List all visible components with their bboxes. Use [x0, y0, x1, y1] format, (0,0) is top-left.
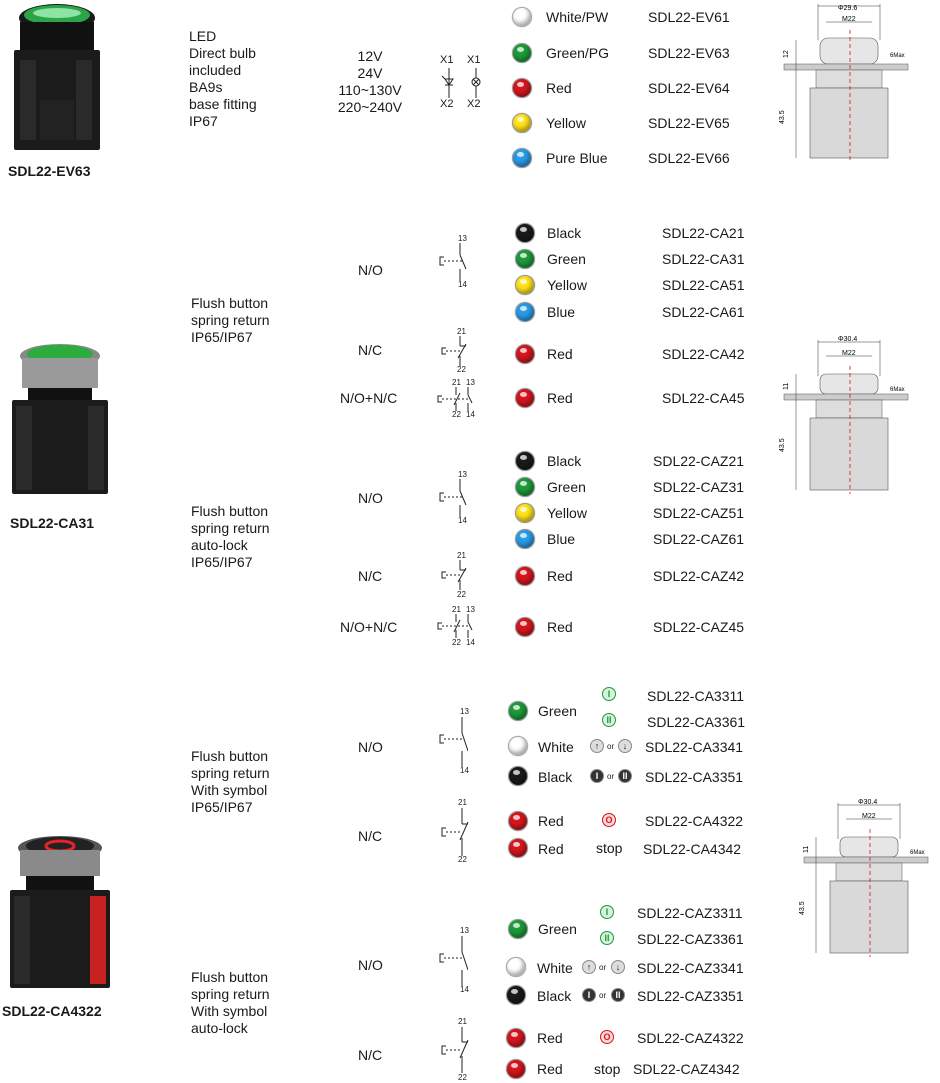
terminal-label: 13	[466, 605, 475, 614]
color-dot-red	[508, 838, 528, 858]
color-dot-red	[512, 78, 532, 98]
color-dot-yellow	[515, 503, 535, 523]
color-label: Green	[547, 479, 586, 495]
model-number: SDL22-CAZ4342	[633, 1061, 740, 1077]
product-name: SDL22-CA31	[10, 515, 95, 531]
color-dot-red	[515, 566, 535, 586]
color-dot-green	[515, 477, 535, 497]
no-contact-symbol	[438, 717, 468, 767]
arrow-down-icon: ↓	[618, 739, 632, 753]
dimension-drawing	[770, 332, 920, 500]
stop-symbol-text: stop	[596, 840, 623, 856]
color-label: Red	[537, 1030, 563, 1046]
product-photo-ev63	[10, 0, 105, 155]
nc-contact-symbol	[440, 336, 470, 366]
terminal-label: 22	[458, 1073, 467, 1082]
terminal-label: 14	[466, 638, 475, 647]
contact-type: N/C	[358, 342, 383, 358]
terminal-label: 22	[457, 365, 466, 374]
voltage: 220~240V	[337, 99, 403, 115]
color-label: Black	[547, 225, 582, 241]
or-text: or	[607, 742, 615, 751]
desc-line: auto-lock	[191, 537, 248, 553]
terminal-label: 22	[452, 410, 461, 419]
label-x2: X2	[467, 98, 481, 110]
dim-max: 6Max	[910, 850, 925, 856]
desc-line: Flush button	[191, 295, 269, 311]
terminal-label: 22	[458, 855, 467, 864]
desc-line: spring return	[191, 765, 270, 781]
contact-type: N/C	[358, 828, 383, 844]
desc-line: With symbol	[191, 1003, 268, 1019]
symbol-ii-icon: II	[602, 713, 616, 727]
label-x1: X1	[467, 54, 481, 66]
terminal-label: 13	[460, 707, 469, 716]
color-dot-red	[515, 617, 535, 637]
color-dot-green	[508, 701, 528, 721]
model-number: SDL22-CA45	[662, 390, 745, 406]
model-number: SDL22-CAZ45	[653, 619, 745, 635]
arrow-up-icon: ↑	[590, 739, 604, 753]
dim-body-height: 43.5	[779, 438, 786, 452]
model-number: SDL22-CA42	[662, 346, 745, 362]
no-contact-symbol	[438, 936, 468, 986]
model-number: SDL22-CA21	[662, 225, 745, 241]
desc-line: IP65/IP67	[191, 554, 253, 570]
color-dot-yellow	[512, 113, 532, 133]
color-label: Green	[538, 921, 577, 937]
color-dot-red	[506, 1059, 526, 1079]
desc-line: BA9s	[189, 79, 223, 95]
terminal-label: 13	[458, 470, 467, 479]
symbol-o-icon: O	[602, 813, 616, 827]
description-auto-lock	[191, 503, 270, 571]
product-photo-ca31	[8, 340, 113, 498]
color-dot-green	[508, 919, 528, 939]
label-x1: X1	[440, 54, 454, 66]
model-number: SDL22-CA3341	[645, 739, 744, 755]
dim-m22: M22	[862, 813, 876, 820]
color-label: Yellow	[547, 277, 587, 293]
voltage: 24V	[357, 65, 383, 81]
product-photo-ca4322	[6, 832, 114, 992]
model-number: SDL22-CAZ51	[653, 505, 745, 521]
color-label: Red	[547, 346, 573, 362]
contact-type: N/O	[358, 739, 383, 755]
dim-diameter: Φ30.4	[858, 799, 878, 806]
symbol-ii-dark-icon: II	[618, 769, 632, 783]
terminal-label: 14	[460, 766, 469, 775]
color-label: Black	[547, 453, 582, 469]
terminal-label: 14	[460, 985, 469, 994]
or-text: or	[607, 772, 615, 781]
desc-line: spring return	[191, 520, 270, 536]
symbol-ii-dark-icon: II	[611, 988, 625, 1002]
dim-diameter: Φ29.6	[838, 5, 858, 12]
desc-line: included	[189, 62, 242, 78]
dim-top-height: 11	[783, 382, 790, 390]
dimension-drawing	[790, 795, 940, 963]
nc-contact-symbol	[440, 560, 470, 590]
arrow-up-icon: ↑	[582, 960, 596, 974]
model-number: SDL22-EV65	[648, 115, 730, 131]
model-number: SDL22-EV64	[648, 80, 730, 96]
color-dot-red	[506, 1028, 526, 1048]
nc-contact-symbol	[440, 1027, 470, 1073]
dim-max: 6Max	[890, 53, 905, 59]
terminal-label: 14	[458, 280, 467, 289]
color-dot-black	[515, 223, 535, 243]
color-dot-blue	[512, 148, 532, 168]
desc-line: spring return	[191, 986, 270, 1002]
color-label: Red	[547, 568, 573, 584]
dim-top-height: 12	[783, 50, 790, 58]
model-number: SDL22-CA3351	[645, 769, 744, 785]
voltage: 110~130V	[338, 82, 402, 98]
terminal-label: 14	[458, 516, 467, 525]
color-label: Green	[547, 251, 586, 267]
terminal-label: 21	[458, 798, 467, 807]
color-label: Red	[546, 80, 572, 96]
no-contact-symbol	[438, 479, 468, 517]
dim-body-height: 43.5	[799, 901, 806, 915]
or-text: or	[599, 963, 607, 972]
desc-line: IP65/IP67	[191, 799, 253, 815]
color-dot-white	[512, 7, 532, 27]
model-number: SDL22-CAZ61	[653, 531, 745, 547]
symbol-ii-icon: II	[600, 931, 614, 945]
model-number: SDL22-CAZ3361	[637, 931, 744, 947]
color-dot-black	[506, 985, 526, 1005]
color-label: Green/PG	[546, 45, 610, 61]
color-label: Yellow	[546, 115, 586, 131]
model-number: SDL22-CA61	[662, 304, 745, 320]
no-nc-contact-symbol	[436, 614, 476, 638]
color-label: Red	[547, 619, 573, 635]
color-dot-red	[515, 344, 535, 364]
voltages	[334, 48, 406, 116]
dim-max: 6Max	[890, 387, 905, 393]
nc-contact-symbol	[440, 808, 470, 856]
model-number: SDL22-CA4322	[645, 813, 744, 829]
desc-line: Flush button	[191, 969, 269, 985]
dimension-drawing	[770, 0, 920, 168]
voltage: 12V	[357, 48, 383, 64]
model-number: SDL22-CAZ31	[653, 479, 745, 495]
color-label: Green	[538, 703, 577, 719]
color-label: Blue	[547, 531, 576, 547]
symbol-i-dark-icon: I	[582, 988, 596, 1002]
terminal-label: 13	[458, 234, 467, 243]
terminal-label: 13	[460, 926, 469, 935]
color-dot-white	[506, 957, 526, 977]
color-label: Red	[538, 841, 564, 857]
symbol-i-icon: I	[602, 687, 616, 701]
terminal-label: 22	[457, 590, 466, 599]
desc-line: base fitting	[189, 96, 257, 112]
terminal-label: 14	[466, 410, 475, 419]
dim-m22: M22	[842, 16, 856, 23]
no-nc-contact-symbol	[436, 387, 476, 411]
model-number: SDL22-CA31	[662, 251, 745, 267]
contact-type: N/C	[358, 1047, 383, 1063]
color-label: Black	[537, 988, 572, 1004]
description-spring-return	[191, 295, 270, 346]
symbol-i-dark-icon: I	[590, 769, 604, 783]
contact-type: N/O	[358, 262, 383, 278]
model-number: SDL22-CA4342	[643, 841, 742, 857]
no-contact-symbol	[438, 243, 468, 281]
terminal-label: 21	[458, 1017, 467, 1026]
color-label: White	[537, 960, 573, 976]
desc-line: With symbol	[191, 782, 268, 798]
product-name: SDL22-EV63	[8, 163, 91, 179]
contact-type: N/O	[358, 490, 383, 506]
terminal-label: 21	[457, 551, 466, 560]
terminal-label: 21	[457, 327, 466, 336]
color-dot-white	[508, 736, 528, 756]
color-label: Red	[547, 390, 573, 406]
stop-symbol-text: stop	[594, 1061, 621, 1077]
contact-type: N/O+N/C	[340, 619, 398, 635]
color-dot-green	[512, 43, 532, 63]
model-number: SDL22-CAZ21	[653, 453, 745, 469]
description-spring-return	[191, 748, 270, 816]
color-label: Red	[538, 813, 564, 829]
model-number: SDL22-EV66	[648, 150, 730, 166]
desc-line: Direct bulb	[189, 45, 256, 61]
desc-line: LED	[189, 28, 217, 44]
contact-type: N/O+N/C	[340, 390, 398, 406]
desc-line: IP67	[189, 113, 218, 129]
color-dot-black	[515, 451, 535, 471]
color-label: White/PW	[546, 9, 609, 25]
or-text: or	[599, 991, 607, 1000]
model-number: SDL22-CAZ4322	[637, 1030, 744, 1046]
color-label: Black	[538, 769, 573, 785]
contact-type: N/C	[358, 568, 383, 584]
model-number: SDL22-CAZ42	[653, 568, 745, 584]
desc-line: Flush button	[191, 503, 269, 519]
desc-line: IP65/IP67	[191, 329, 253, 345]
arrow-down-icon: ↓	[611, 960, 625, 974]
color-dot-blue	[515, 302, 535, 322]
color-label: White	[538, 739, 574, 755]
desc-line: spring return	[191, 312, 270, 328]
terminal-label: 22	[452, 638, 461, 647]
model-number: SDL22-CAZ3341	[637, 960, 744, 976]
color-dot-red	[515, 388, 535, 408]
description	[189, 28, 257, 130]
model-number: SDL22-CA3361	[647, 714, 746, 730]
symbol-o-icon: O	[600, 1030, 614, 1044]
model-number: SDL22-CAZ3311	[637, 905, 743, 921]
terminal-label: 13	[466, 378, 475, 387]
model-number: SDL22-CA51	[662, 277, 745, 293]
color-dot-green	[515, 249, 535, 269]
terminal-label: 21	[452, 378, 461, 387]
color-label: Pure Blue	[546, 150, 608, 166]
dim-diameter: Φ30.4	[838, 336, 858, 343]
symbol-i-icon: I	[600, 905, 614, 919]
model-number: SDL22-EV63	[648, 45, 730, 61]
dim-body-height: 43.5	[779, 110, 786, 124]
model-number: SDL22-EV61	[648, 9, 730, 25]
desc-line: auto-lock	[191, 1020, 248, 1036]
product-name: SDL22-CA4322	[2, 1003, 102, 1019]
color-label: Yellow	[547, 505, 587, 521]
desc-line: Flush button	[191, 748, 269, 764]
color-label: Red	[537, 1061, 563, 1077]
led-schematic	[440, 66, 486, 100]
model-number: SDL22-CAZ3351	[637, 988, 744, 1004]
dim-top-height: 11	[803, 845, 810, 853]
terminal-label: 21	[452, 605, 461, 614]
label-x2: X2	[440, 98, 454, 110]
color-dot-black	[508, 766, 528, 786]
color-label: Blue	[547, 304, 576, 320]
color-dot-red	[508, 811, 528, 831]
dim-m22: M22	[842, 350, 856, 357]
contact-type: N/O	[358, 957, 383, 973]
model-number: SDL22-CA3311	[647, 688, 745, 704]
color-dot-blue	[515, 529, 535, 549]
color-dot-yellow	[515, 275, 535, 295]
description-auto-lock	[191, 969, 270, 1037]
